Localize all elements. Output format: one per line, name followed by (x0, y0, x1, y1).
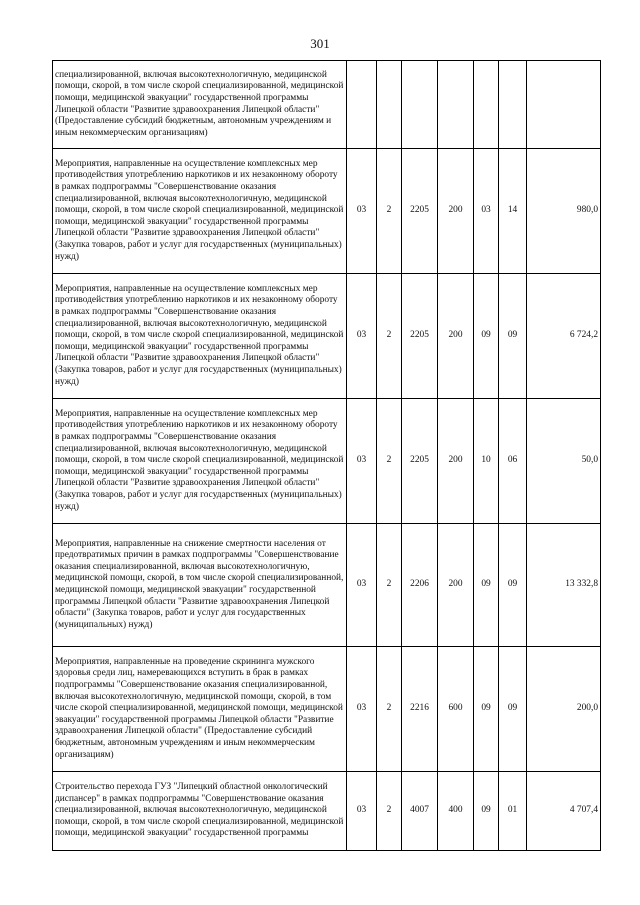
section-code: 10 (474, 399, 499, 524)
expense-type-code: 600 (438, 647, 474, 772)
row-description: Мероприятия, направленные на проведение скрининга мужского здоровья среди лиц, намеревающихся вступить в брак в рамках подпрограммы "Совершенствование оказания специализированной, включая высокотехнологичную, медицинской помощи, скорой, в том числе скорой специализированной, медицинской помощи, медицинской эвакуации" государственной программы Липецкой области "Развитие здравоохранения Липецкой области" (Предоставление субсидий бюджетным, автономным учреждениям и иным некоммерческим организациям) (53, 647, 347, 772)
table-row (53, 399, 601, 524)
program-code: 03 (347, 524, 377, 647)
amount: 200,0 (527, 647, 601, 772)
program-code: 03 (347, 399, 377, 524)
section-code: 09 (474, 524, 499, 647)
row-description: специализированной, включая высокотехнологичную, медицинской помощи, скорой, в том числе скорой специализированной, медицинской помощи, медицинской эвакуации" государственной программы Липецкой области "Развитие здравоохранения Липецкой области" (Предоставление субсидий бюджетным, автономным учреждениям и иным некоммерческим организациям) (53, 61, 347, 149)
subprogram-code: 2 (377, 149, 402, 274)
subprogram-code: 2 (377, 274, 402, 399)
section-code: 09 (474, 647, 499, 772)
table-row (53, 274, 601, 399)
section-code: 03 (474, 149, 499, 274)
row-description: Мероприятия, направленные на осуществление комплексных мер противодействия употреблению наркотиков и их незаконному обороту в рамках подпрограммы "Совершенствование оказания специализированной, включая высокотехнологичную, медицинской помощи, скорой, в том числе скорой специализированной, медицинской помощи, медицинской эвакуации" государственной программы Липецкой области "Развитие здравоохранения Липецкой области" (Закупка товаров, работ и услуг для государственных (муниципальных) нужд) (53, 149, 347, 274)
subsection-code: 14 (499, 149, 527, 274)
budget-table (52, 60, 601, 851)
table-row (53, 61, 601, 149)
table-row (53, 149, 601, 274)
target-item-code: 2216 (402, 647, 438, 772)
row-description: Мероприятия, направленные на осуществление комплексных мер противодействия употреблению наркотиков и их незаконному обороту в рамках подпрограммы "Совершенствование оказания специализированной, включая высокотехнологичную, медицинской помощи, скорой, в том числе скорой специализированной, медицинской помощи, медицинской эвакуации" государственной программы Липецкой области "Развитие здравоохранения Липецкой области" (Закупка товаров, работ и услуг для государственных (муниципальных) нужд) (53, 399, 347, 524)
page-number: 301 (310, 36, 330, 51)
amount: 6 724,2 (527, 274, 601, 399)
subprogram-code: 2 (377, 772, 402, 851)
subsection-code (499, 61, 527, 149)
table-row (53, 647, 601, 772)
expense-type-code: 200 (438, 399, 474, 524)
program-code: 03 (347, 274, 377, 399)
table-row (53, 524, 601, 647)
subsection-code: 09 (499, 274, 527, 399)
subprogram-code: 2 (377, 524, 402, 647)
target-item-code: 2205 (402, 399, 438, 524)
subsection-code: 09 (499, 524, 527, 647)
expense-type-code: 400 (438, 772, 474, 851)
subsection-code: 01 (499, 772, 527, 851)
subprogram-code: 2 (377, 399, 402, 524)
amount (527, 61, 601, 149)
target-item-code (402, 61, 438, 149)
amount: 980,0 (527, 149, 601, 274)
program-code (347, 61, 377, 149)
subsection-code: 09 (499, 647, 527, 772)
row-description: Мероприятия, направленные на снижение смертности населения от предотвратимых причин в рамках подпрограммы "Совершенствование оказания специализированной, включая высокотехнологичную, медицинской помощи, скорой, в том числе скорой специализированной, медицинской помощи, медицинской эвакуации" государственной программы Липецкой области "Развитие здравоохранения Липецкой области" (Закупка товаров, работ и услуг для государственных (муниципальных) нужд) (53, 524, 347, 647)
target-item-code: 2206 (402, 524, 438, 647)
row-description: Строительство перехода ГУЗ "Липецкий областной онкологический диспансер" в рамках подпрограммы "Совершенствование оказания специализированной, включая высокотехнологичную, медицинской помощи, скорой, в том числе скорой специализированной, медицинской помощи, медицинской эвакуации" государственной программы (53, 772, 347, 851)
target-item-code: 4007 (402, 772, 438, 851)
section-code: 09 (474, 274, 499, 399)
subsection-code: 06 (499, 399, 527, 524)
section-code: 09 (474, 772, 499, 851)
amount: 13 332,8 (527, 524, 601, 647)
program-code: 03 (347, 149, 377, 274)
expense-type-code: 200 (438, 149, 474, 274)
subprogram-code: 2 (377, 647, 402, 772)
target-item-code: 2205 (402, 149, 438, 274)
program-code: 03 (347, 772, 377, 851)
expense-type-code (438, 61, 474, 149)
amount: 4 707,4 (527, 772, 601, 851)
subprogram-code (377, 61, 402, 149)
row-description: Мероприятия, направленные на осуществление комплексных мер противодействия употреблению наркотиков и их незаконному обороту в рамках подпрограммы "Совершенствование оказания специализированной, включая высокотехнологичную, медицинской помощи, скорой, в том числе скорой специализированной, медицинской помощи, медицинской эвакуации" государственной программы Липецкой области "Развитие здравоохранения Липецкой области" (Закупка товаров, работ и услуг для государственных (муниципальных) нужд) (53, 274, 347, 399)
program-code: 03 (347, 647, 377, 772)
expense-type-code: 200 (438, 274, 474, 399)
amount: 50,0 (527, 399, 601, 524)
section-code (474, 61, 499, 149)
expense-type-code: 200 (438, 524, 474, 647)
table-row (53, 772, 601, 851)
target-item-code: 2205 (402, 274, 438, 399)
